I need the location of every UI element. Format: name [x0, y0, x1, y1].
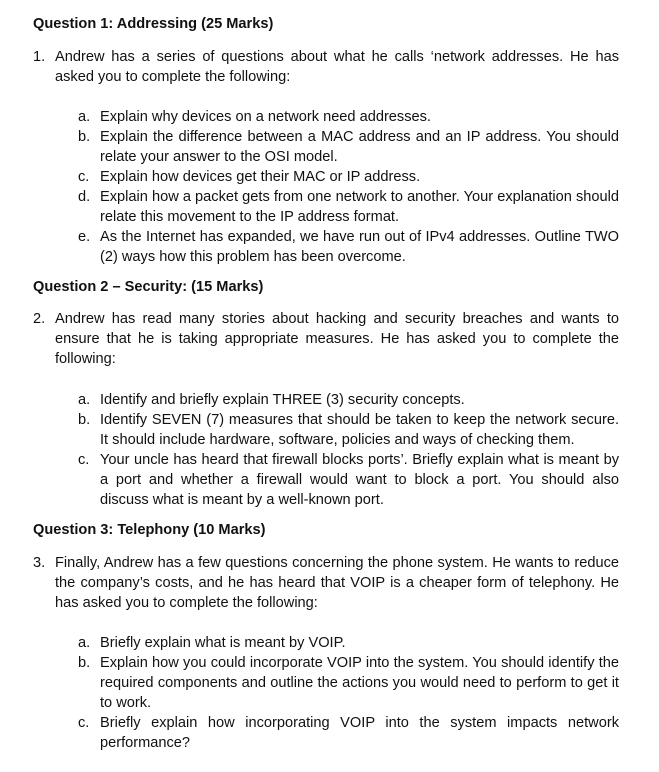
item-text: Explain the difference between a MAC address and an IP address. You should relate your answer to the OSI model.	[100, 129, 619, 165]
list-item	[33, 450, 619, 510]
question-intro-text: Andrew has a series of questions about what he calls ‘network addresses. He has asked you to complete the following:	[55, 49, 619, 85]
question-2-subitems	[33, 390, 619, 510]
question-number: 2.	[33, 311, 46, 327]
item-letter: d.	[78, 189, 91, 205]
item-text: Briefly explain what is meant by VOIP.	[100, 635, 346, 651]
question-1-heading: Question 1: Addressing (25 Marks)	[33, 16, 274, 32]
question-3-heading: Question 3: Telephony (10 Marks)	[33, 522, 266, 538]
item-letter: b.	[78, 655, 91, 671]
question-3-section	[33, 520, 619, 753]
item-letter: b.	[78, 129, 91, 145]
question-3-subitems	[33, 633, 619, 753]
question-2-intro	[33, 309, 619, 369]
item-text: Explain how a packet gets from one network to another. Your explanation should relate this movement to the IP address format.	[100, 189, 619, 225]
item-text: Identify SEVEN (7) measures that should be taken to keep the network secure. It should include hardware, software, policies and ways of checking them.	[100, 412, 619, 448]
item-text: Explain why devices on a network need addresses.	[100, 109, 431, 125]
item-letter: a.	[78, 635, 91, 651]
item-text: Identify and briefly explain THREE (3) security concepts.	[100, 392, 465, 408]
list-item	[33, 633, 619, 653]
document-page	[33, 14, 619, 753]
item-letter: a.	[78, 109, 91, 125]
question-3-intro	[33, 553, 619, 613]
question-1-intro	[33, 47, 619, 87]
question-1-subitems	[33, 107, 619, 267]
question-2-heading: Question 2 – Security: (15 Marks)	[33, 279, 264, 295]
list-item	[33, 390, 619, 410]
item-text: As the Internet has expanded, we have run out of IPv4 addresses. Outline TWO (2) ways how this problem has been overcome.	[100, 229, 619, 265]
list-item	[33, 107, 619, 127]
question-1-section	[33, 14, 619, 267]
question-intro-text: Andrew has read many stories about hacking and security breaches and wants to ensure that he is taking appropriate measures. He has asked you to complete the following:	[55, 311, 619, 367]
item-text: Briefly explain how incorporating VOIP into the system impacts network performance?	[100, 715, 619, 751]
item-text: Your uncle has heard that firewall blocks ports’. Briefly explain what is meant by a port and whether a firewall would want to block a port. You should also discuss what is meant by a well-known port.	[100, 452, 619, 508]
question-number: 1.	[33, 49, 46, 65]
item-letter: c.	[78, 169, 90, 185]
list-item	[33, 410, 619, 450]
question-intro-text: Finally, Andrew has a few questions concerning the phone system. He wants to reduce the company’s costs, and he has heard that VOIP is a cheaper form of telephony. He has asked you to complete the following:	[55, 555, 619, 611]
item-letter: e.	[78, 229, 91, 245]
item-letter: b.	[78, 412, 91, 428]
item-letter: c.	[78, 715, 90, 731]
question-2-section	[33, 277, 619, 510]
list-item	[33, 713, 619, 753]
item-letter: a.	[78, 392, 91, 408]
list-item	[33, 127, 619, 167]
item-text: Explain how devices get their MAC or IP address.	[100, 169, 421, 185]
list-item	[33, 227, 619, 267]
list-item	[33, 187, 619, 227]
item-text: Explain how you could incorporate VOIP into the system. You should identify the required components and outline the actions you would need to perform to get it to work.	[100, 655, 619, 711]
question-number: 3.	[33, 555, 46, 571]
list-item	[33, 653, 619, 713]
list-item	[33, 167, 619, 187]
item-letter: c.	[78, 452, 90, 468]
